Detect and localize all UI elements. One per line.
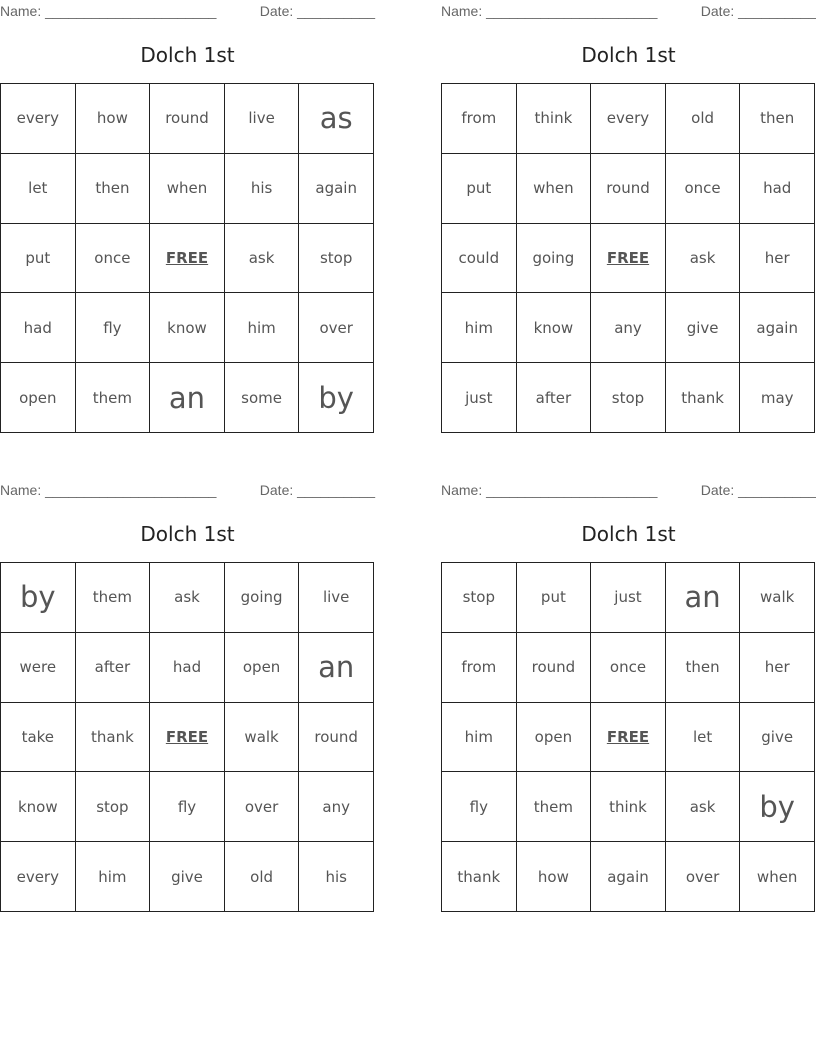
free-space-cell: FREE bbox=[150, 703, 225, 773]
grid-cell: then bbox=[666, 633, 741, 703]
grid-cell: once bbox=[666, 154, 741, 224]
grid-cell: live bbox=[225, 84, 300, 154]
grid-cell: going bbox=[225, 563, 300, 633]
grid-cell: round bbox=[591, 154, 666, 224]
grid-cell: put bbox=[1, 224, 76, 294]
grid-cell: fly bbox=[76, 293, 151, 363]
bingo-card-2 bbox=[441, 0, 816, 440]
grid-cell: him bbox=[76, 842, 151, 912]
grid-cell: had bbox=[1, 293, 76, 363]
grid-cell: fly bbox=[442, 772, 517, 842]
grid-cell: stop bbox=[299, 224, 374, 294]
grid-cell: thank bbox=[76, 703, 151, 773]
grid-cell: had bbox=[740, 154, 815, 224]
grid-cell: an bbox=[299, 633, 374, 703]
card-header bbox=[441, 3, 816, 21]
grid-cell: her bbox=[740, 224, 815, 294]
grid-cell: think bbox=[517, 84, 592, 154]
bingo-card-4 bbox=[441, 479, 816, 919]
grid-cell: could bbox=[442, 224, 517, 294]
grid-cell: know bbox=[517, 293, 592, 363]
grid-cell: by bbox=[299, 363, 374, 433]
grid-cell: by bbox=[740, 772, 815, 842]
grid-cell: an bbox=[666, 563, 741, 633]
grid-cell: once bbox=[591, 633, 666, 703]
grid-cell: open bbox=[225, 633, 300, 703]
grid-cell: ask bbox=[666, 772, 741, 842]
grid-cell: stop bbox=[442, 563, 517, 633]
grid-cell: any bbox=[299, 772, 374, 842]
grid-cell: put bbox=[517, 563, 592, 633]
grid-cell: again bbox=[591, 842, 666, 912]
grid-cell: some bbox=[225, 363, 300, 433]
grid-cell: when bbox=[150, 154, 225, 224]
grid-cell: after bbox=[76, 633, 151, 703]
free-space-cell: FREE bbox=[150, 224, 225, 294]
grid-cell: every bbox=[591, 84, 666, 154]
grid-cell: then bbox=[76, 154, 151, 224]
grid-cell: his bbox=[299, 842, 374, 912]
grid-cell: over bbox=[666, 842, 741, 912]
grid-cell: by bbox=[1, 563, 76, 633]
grid-cell: walk bbox=[740, 563, 815, 633]
grid-cell: let bbox=[666, 703, 741, 773]
grid-cell: an bbox=[150, 363, 225, 433]
name-field-label[interactable]: Name: ______________________ bbox=[0, 3, 217, 19]
grid-cell: old bbox=[666, 84, 741, 154]
grid-cell: give bbox=[666, 293, 741, 363]
grid-cell: thank bbox=[442, 842, 517, 912]
date-field-label[interactable]: Date: __________ bbox=[700, 482, 816, 498]
grid-cell: when bbox=[517, 154, 592, 224]
grid-cell: every bbox=[1, 84, 76, 154]
name-field-label[interactable]: Name: ______________________ bbox=[0, 482, 217, 498]
free-space-cell: FREE bbox=[591, 224, 666, 294]
name-field-label[interactable]: Name: ______________________ bbox=[441, 3, 658, 19]
grid-cell: her bbox=[740, 633, 815, 703]
grid-cell: just bbox=[591, 563, 666, 633]
grid-cell: over bbox=[299, 293, 374, 363]
grid-cell: open bbox=[1, 363, 76, 433]
grid-cell: any bbox=[591, 293, 666, 363]
grid-cell: how bbox=[517, 842, 592, 912]
grid-cell: them bbox=[76, 563, 151, 633]
grid-cell: know bbox=[1, 772, 76, 842]
grid-cell: ask bbox=[150, 563, 225, 633]
card-title: Dolch 1st bbox=[140, 43, 235, 67]
grid-cell: just bbox=[442, 363, 517, 433]
grid-cell: thank bbox=[666, 363, 741, 433]
bingo-card-3 bbox=[0, 479, 375, 919]
grid-cell: them bbox=[76, 363, 151, 433]
grid-cell: from bbox=[442, 633, 517, 703]
card-header bbox=[441, 482, 816, 500]
grid-cell: old bbox=[225, 842, 300, 912]
grid-cell: open bbox=[517, 703, 592, 773]
bingo-grid bbox=[441, 83, 815, 433]
grid-cell: from bbox=[442, 84, 517, 154]
grid-cell: give bbox=[740, 703, 815, 773]
grid-cell: once bbox=[76, 224, 151, 294]
grid-cell: stop bbox=[591, 363, 666, 433]
free-space-cell: FREE bbox=[591, 703, 666, 773]
grid-cell: again bbox=[740, 293, 815, 363]
grid-cell: had bbox=[150, 633, 225, 703]
grid-cell: over bbox=[225, 772, 300, 842]
grid-cell: stop bbox=[76, 772, 151, 842]
grid-cell: then bbox=[740, 84, 815, 154]
grid-cell: fly bbox=[150, 772, 225, 842]
grid-cell: think bbox=[591, 772, 666, 842]
card-title: Dolch 1st bbox=[140, 522, 235, 546]
grid-cell: ask bbox=[666, 224, 741, 294]
bingo-grid bbox=[441, 562, 815, 912]
date-field-label[interactable]: Date: __________ bbox=[700, 3, 816, 19]
grid-cell: them bbox=[517, 772, 592, 842]
grid-cell: take bbox=[1, 703, 76, 773]
grid-cell: walk bbox=[225, 703, 300, 773]
grid-cell: put bbox=[442, 154, 517, 224]
card-header bbox=[0, 3, 375, 21]
grid-cell: round bbox=[150, 84, 225, 154]
date-field-label[interactable]: Date: __________ bbox=[259, 3, 375, 19]
grid-cell: may bbox=[740, 363, 815, 433]
grid-cell: as bbox=[299, 84, 374, 154]
name-field-label[interactable]: Name: ______________________ bbox=[441, 482, 658, 498]
grid-cell: going bbox=[517, 224, 592, 294]
grid-cell: again bbox=[299, 154, 374, 224]
grid-cell: him bbox=[442, 703, 517, 773]
grid-cell: let bbox=[1, 154, 76, 224]
grid-cell: ask bbox=[225, 224, 300, 294]
card-title: Dolch 1st bbox=[581, 43, 676, 67]
grid-cell: were bbox=[1, 633, 76, 703]
grid-cell: give bbox=[150, 842, 225, 912]
grid-cell: know bbox=[150, 293, 225, 363]
date-field-label[interactable]: Date: __________ bbox=[259, 482, 375, 498]
bingo-grid bbox=[0, 83, 374, 433]
grid-cell: round bbox=[299, 703, 374, 773]
bingo-card-1 bbox=[0, 0, 375, 440]
grid-cell: round bbox=[517, 633, 592, 703]
grid-cell: him bbox=[442, 293, 517, 363]
card-header bbox=[0, 482, 375, 500]
grid-cell: when bbox=[740, 842, 815, 912]
grid-cell: live bbox=[299, 563, 374, 633]
grid-cell: every bbox=[1, 842, 76, 912]
bingo-grid bbox=[0, 562, 374, 912]
card-title: Dolch 1st bbox=[581, 522, 676, 546]
grid-cell: him bbox=[225, 293, 300, 363]
grid-cell: how bbox=[76, 84, 151, 154]
grid-cell: after bbox=[517, 363, 592, 433]
grid-cell: his bbox=[225, 154, 300, 224]
